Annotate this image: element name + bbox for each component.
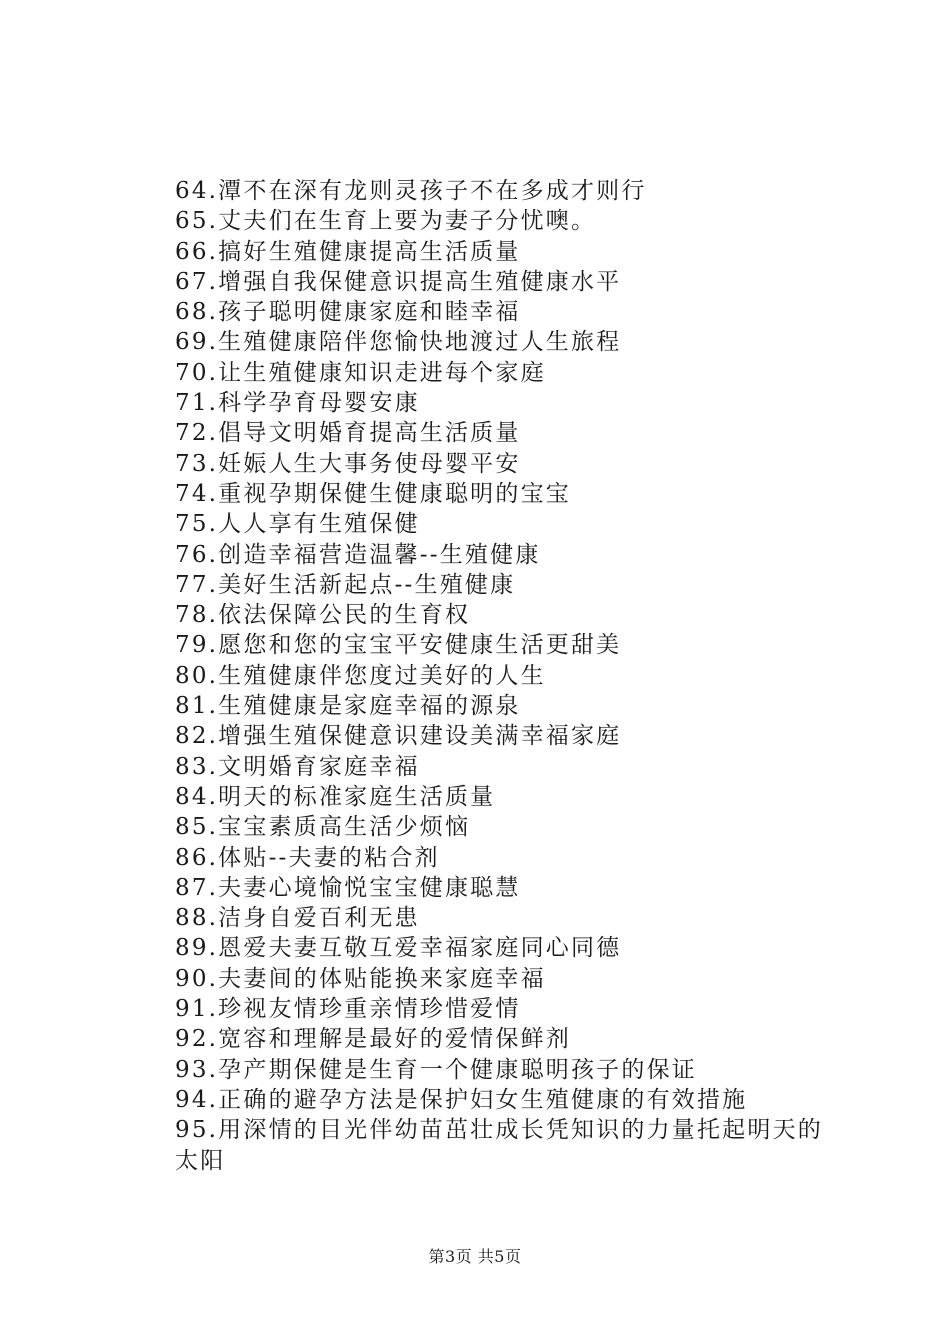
list-item: 92.宽容和理解是最好的爱情保鲜剂 [175, 1026, 571, 1053]
list-item: 67.增强自我保健意识提高生殖健康水平 [175, 268, 622, 295]
list-item: 65.丈夫们在生育上要为妻子分忧噢。 [175, 208, 597, 235]
list-item: 81.生殖健康是家庭幸福的源泉 [175, 693, 521, 720]
list-item: 71.科学孕育母婴安康 [175, 390, 420, 417]
list-item: 77.美好生活新起点--生殖健康 [175, 571, 516, 598]
list-item: 70.让生殖健康知识走进每个家庭 [175, 359, 546, 386]
list-item: 91.珍视友情珍重亲情珍惜爱情 [175, 996, 521, 1023]
list-item: 93.孕产期保健是生育一个健康聪明孩子的保证 [175, 1056, 697, 1083]
list-item: 64.潭不在深有龙则灵孩子不在多成才则行 [175, 178, 647, 204]
list-item: 69.生殖健康陪伴您愉快地渡过人生旅程 [175, 329, 622, 356]
list-item: 80.生殖健康伴您度过美好的人生 [175, 662, 546, 689]
list-item: 89.恩爱夫妻互敬互爱幸福家庭同心同德 [175, 935, 622, 962]
list-item: 73.妊娠人生大事务使母婴平安 [175, 450, 521, 477]
list-item: 88.洁身自爱百利无患 [175, 905, 420, 932]
list-item: 68.孩子聪明健康家庭和睦幸福 [175, 299, 521, 326]
slogan-list [125, 176, 835, 1176]
list-item: 90.夫妻间的体贴能换来家庭幸福 [175, 965, 546, 992]
list-item: 74.重视孕期保健生健康聪明的宝宝 [175, 480, 571, 507]
list-item: 95.用深情的目光伴幼苗茁壮成长凭知识的力量托起明天的太阳 [175, 1117, 823, 1174]
list-item: 94.正确的避孕方法是保护妇女生殖健康的有效措施 [175, 1086, 748, 1113]
list-item: 76.创造幸福营造温馨--生殖健康 [175, 541, 541, 568]
list-item: 83.文明婚育家庭幸福 [175, 753, 420, 780]
list-item: 79.愿您和您的宝宝平安健康生活更甜美 [175, 632, 622, 659]
list-item: 66.搞好生殖健康提高生活质量 [175, 238, 521, 265]
list-item: 82.增强生殖保健意识建设美满幸福家庭 [175, 723, 622, 750]
list-item: 75.人人享有生殖保健 [175, 511, 420, 538]
list-item: 78.依法保障公民的生育权 [175, 602, 471, 629]
list-item: 87.夫妻心境愉悦宝宝健康聪慧 [175, 874, 521, 901]
list-item: 84.明天的标准家庭生活质量 [175, 783, 496, 810]
list-item: 72.倡导文明婚育提高生活质量 [175, 420, 521, 447]
list-item: 85.宝宝素质高生活少烦恼 [175, 814, 471, 841]
list-item: 86.体贴--夫妻的粘合剂 [175, 844, 440, 871]
page-footer: 第3页 共5页 [428, 1247, 522, 1266]
